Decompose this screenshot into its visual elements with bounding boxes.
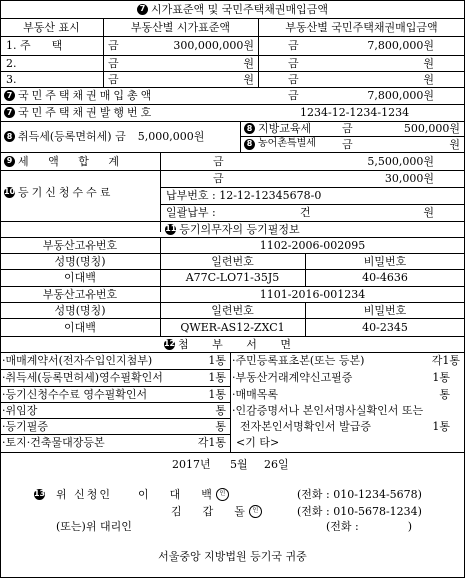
number-13-icon: 13 — [33, 489, 46, 498]
court-name: 서울중앙 지방법원 등기국 귀중 — [158, 549, 307, 563]
col-bond-header: 부동산별 국민주택채권매입금액 — [285, 20, 438, 34]
bond-total-won: 금 — [288, 89, 299, 102]
number-12-icon: 12 — [163, 339, 176, 348]
number-10-icon: 10 — [3, 187, 16, 196]
serial-header-1: 일련번호 — [211, 254, 254, 268]
attach-left-4-count: 통 — [215, 403, 226, 417]
row1-bond-won: 금 — [288, 39, 299, 52]
attach-left-3-count: 1통 — [208, 387, 226, 401]
farm-tax-value: 원 — [449, 137, 460, 151]
payment-number: 납부번호 : 12-12-12345678-0 — [166, 189, 322, 202]
row1-std: 300,000,000원 — [173, 39, 254, 52]
sec7-title: 7 시가표준액 및 국민주택채권매입금액 — [0, 0, 465, 18]
row3-won: 금 — [108, 72, 119, 86]
number-8-icon: 8 — [244, 123, 255, 134]
attach-right-1-count: 각1통 — [431, 354, 460, 367]
agent-phone: (전화 : ) — [326, 519, 412, 533]
attach-right-note-2-count: 1통 — [432, 419, 450, 433]
attach-right-note-2: 전자본인서명확인서 발급증 — [240, 419, 372, 433]
pw-value-1: 40-4636 — [362, 271, 408, 284]
number-7-icon: 7 — [4, 107, 15, 118]
bond-serial-row — [4, 104, 254, 121]
attach-right-3: ·매매목록 — [232, 387, 279, 401]
row3-bond-unit: 원 — [423, 72, 434, 86]
row1-bond: 7,800,000원 — [367, 39, 434, 52]
row2-bond-won: 금 — [288, 56, 299, 70]
row2-std-unit: 원 — [243, 56, 254, 70]
row3-bond-won: 금 — [288, 72, 299, 86]
attach-left-3: ·등기신청수수료 영수필확인서 — [2, 387, 148, 401]
edu-tax-label-row — [244, 121, 344, 136]
date-year: 2017년 — [172, 457, 211, 471]
bulk-payment-count: 건 — [300, 206, 311, 219]
date-day: 26일 — [264, 457, 289, 471]
number-7-icon: 7 — [4, 90, 15, 101]
acq-tax-row — [4, 121, 234, 152]
bond-total-value: 7,800,000원 — [367, 89, 434, 102]
sec12-title: 12 첨 부 서 면 — [163, 337, 301, 351]
applicant-2-phone: (전화 : 010-5678-1234) — [297, 504, 422, 518]
attach-left-1: ·매매계약서(전자수입인지첨부) — [2, 354, 153, 367]
row2-won: 금 — [108, 56, 119, 70]
tax-total-won: 금 — [213, 154, 224, 168]
bond-serial-value: 1234-12-1234-1234 — [300, 106, 410, 119]
row3-std-unit: 원 — [243, 72, 254, 86]
uid-value-2: 1101-2016-001234 — [259, 287, 366, 301]
number-7-icon: 7 — [137, 4, 148, 15]
number-11-icon: 11 — [165, 224, 177, 233]
attach-left-2: ·취득세(등록면허세)영수필확인서 — [2, 371, 163, 384]
farm-tax-won: 금 — [342, 137, 353, 151]
tax-total-row — [4, 152, 158, 170]
date-month: 5월 — [230, 457, 248, 471]
farm-tax-label-row — [244, 136, 344, 152]
attach-left-2-count: 1통 — [208, 371, 226, 384]
col-label-header: 부동산 표시 — [23, 20, 80, 34]
applicant-label: 위 신청인 — [56, 487, 113, 501]
serial-value-2: QWER-AS12-ZXC1 — [180, 320, 285, 334]
row2-bond-unit: 원 — [423, 56, 434, 70]
acq-tax-value: 5,000,000원 — [137, 130, 205, 143]
attach-left-5-count: 통 — [215, 419, 226, 433]
edu-tax-label: 지방교육세 — [258, 122, 312, 135]
tax-total-label: 세 액 합 계 — [18, 154, 127, 168]
applicant-1-phone: (전화 : 010-1234-5678) — [297, 487, 422, 501]
number-9-icon: 9 — [4, 156, 15, 167]
row1-won: 금 — [108, 39, 119, 52]
serial-value-1: A77C-LO71-35J5 — [185, 271, 280, 284]
attach-right-2-count: 1통 — [432, 371, 450, 384]
applicant-2-name: 김 갑 돌 인 — [171, 503, 281, 519]
row2-label: 2. — [6, 56, 17, 70]
agent-label: (또는)위 대리인 — [56, 519, 132, 533]
bond-total-row — [4, 87, 254, 104]
pw-header-2: 비밀번호 — [363, 303, 407, 317]
holder-name-1: 이대백 — [64, 271, 96, 284]
fee-row — [4, 172, 158, 212]
name-header-1: 성명(명칭) — [54, 254, 106, 268]
attach-right-1: ·주민등록표초본(또는 등본) — [232, 354, 365, 367]
uid-label-2: 부동산고유번호 — [42, 287, 118, 301]
bond-total-label: 국민주택채권매입총액 — [18, 89, 155, 102]
uid-label-1: 부동산고유번호 — [42, 238, 118, 252]
attach-left-4: ·위임장 — [2, 403, 38, 417]
seal-icon: 인 — [216, 488, 229, 501]
fee-label: 등기신청수수료 — [18, 185, 114, 199]
attach-right-note-1: ·인감증명서나 본인서명사실확인서 또는 — [232, 403, 424, 417]
seal-icon: 인 — [249, 505, 262, 518]
row1-label: 1. 주 택 — [6, 39, 63, 52]
uid-value-1: 1102-2006-002095 — [259, 238, 366, 252]
edu-tax-value: 500,000원 — [403, 122, 460, 135]
farm-tax-label: 농어촌특별세 — [258, 138, 316, 149]
attach-right-3-count: 통 — [439, 387, 450, 401]
number-8-icon: 8 — [244, 139, 255, 150]
acq-tax-label: 취득세(등록면허세) 금 — [18, 130, 126, 143]
attach-left-1-count: 1통 — [208, 354, 226, 367]
pw-header-1: 비밀번호 — [363, 254, 407, 268]
attach-right-2: ·부동산거래계약신고필증 — [232, 371, 353, 384]
applicant-1-name: 이 대 백 인 — [138, 486, 278, 502]
number-8-icon: 8 — [4, 131, 15, 142]
tax-total-value: 5,500,000원 — [367, 154, 434, 168]
edu-tax-won: 금 — [342, 122, 353, 135]
pw-value-2: 40-2345 — [362, 320, 408, 334]
applicant-row — [34, 486, 134, 502]
sec11-title: 11 등기의무자의 등기필정보 — [165, 222, 300, 236]
bond-serial-label: 국민주택채권발행번호 — [18, 106, 155, 119]
holder-name-2: 이대백 — [64, 320, 96, 334]
fee-value: 30,000원 — [384, 172, 434, 185]
bulk-payment-unit: 원 — [423, 206, 434, 219]
col-std-header: 부동산별 시가표준액 — [130, 20, 231, 34]
name-header-2: 성명(명칭) — [54, 303, 106, 317]
row3-label: 3. — [6, 72, 17, 86]
attach-left-6: ·토지·건축물대장등본 — [2, 435, 105, 449]
attach-left-6-count: 각1통 — [197, 435, 226, 449]
bulk-payment-label: 일괄납부 : — [166, 206, 216, 219]
attach-other: <기 타> — [236, 435, 280, 449]
attach-left-5: ·등기필증 — [2, 419, 49, 433]
serial-header-2: 일련번호 — [211, 303, 254, 317]
fee-won: 금 — [213, 172, 224, 185]
